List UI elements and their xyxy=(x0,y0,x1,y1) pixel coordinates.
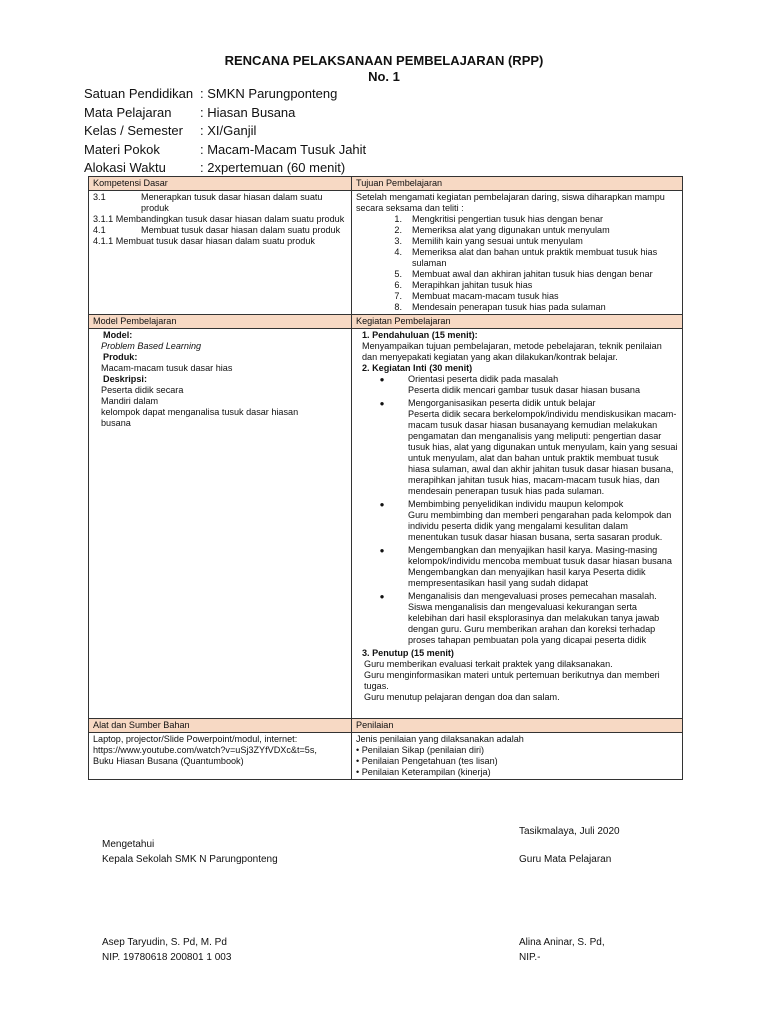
deskripsi-line: Mandiri dalam xyxy=(101,396,159,406)
tp-text: Membuat awal dan akhiran jahitan tusuk hias dengan benar xyxy=(412,269,653,279)
penilaian-item: • Penilaian Pengetahuan (tes lisan) xyxy=(356,756,498,766)
tp-number: 5. xyxy=(394,269,402,279)
kd-text: Membuat tusuk dasar hiasan dalam suatu produk xyxy=(141,225,341,235)
model-label: Model: xyxy=(103,330,133,340)
penilaian-cell xyxy=(352,733,683,780)
tp-text: Mendesain penerapan tusuk hias pada sulaman xyxy=(412,302,606,312)
identity-block xyxy=(84,85,366,178)
tp-list xyxy=(356,214,678,313)
deskripsi-line: Peserta didik secara xyxy=(101,385,184,395)
kepala-title: Kepala Sekolah SMK N Parungponteng xyxy=(102,854,278,865)
info-value: : XI/Ganjil xyxy=(200,123,257,138)
deskripsi-line: kelompok dapat menganalisa tusuk dasar hiasan busana xyxy=(101,407,299,428)
bullet-icon: ● xyxy=(379,375,385,384)
alat-line: Buku Hiasan Busana (Quantumbook) xyxy=(93,756,244,766)
inti-text: Menganalisis dan mengevaluasi proses pemecahan masalah. Siswa menganalisis dan mengevaluasi kekurangan serta kelebihan dari hasil eksplorasinya dan melakukan tanya jawab dengan guru. Guru memberikan arahan dan koreksi terhadap proses tahapan pembuatan pola yang dicapai peserta didik xyxy=(408,591,660,645)
tp-number: 7. xyxy=(394,291,402,301)
kd-cell xyxy=(89,191,352,315)
kd-item: 3.1.1 Membandingkan tusuk dasar hiasan dalam suatu produk xyxy=(93,214,345,224)
bullet-icon: ● xyxy=(379,546,385,555)
tp-number: 2. xyxy=(394,225,402,235)
place-date: Tasikmalaya, Juli 2020 xyxy=(519,826,620,837)
tp-text: Membuat macam-macam tusuk hias xyxy=(412,291,559,301)
rpp-table xyxy=(88,176,683,780)
kd-item xyxy=(93,192,347,214)
guru-nip: NIP.- xyxy=(519,952,541,963)
info-label: Materi Pokok xyxy=(84,141,160,157)
penutup-title: 3. Penutup (15 menit) xyxy=(362,648,454,658)
tp-text: Merapihkan jahitan tusuk hias xyxy=(412,280,533,290)
info-row-satuan xyxy=(84,85,366,104)
info-value: : SMKN Parungponteng xyxy=(200,86,338,101)
inti-item xyxy=(356,545,678,589)
info-label: Kelas / Semester xyxy=(84,123,183,138)
penutup-line: Guru menginformasikan materi untuk pertemuan berikutnya dan memberi tugas. xyxy=(364,670,660,691)
inti-item xyxy=(356,499,678,543)
info-label: Alokasi Waktu xyxy=(84,160,166,175)
tp-intro: Setelah mengamati kegiatan pembelajaran daring, siswa diharapkan mampu secara seksama dan teliti : xyxy=(356,192,665,213)
kegiatan-cell xyxy=(352,329,683,719)
produk-value: Macam-macam tusuk dasar hias xyxy=(101,363,233,373)
info-value: : Hiasan Busana xyxy=(200,104,296,120)
kegiatan-header: Kegiatan Pembelajaran xyxy=(352,315,683,329)
penilaian-item: • Penilaian Sikap (penilaian diri) xyxy=(356,745,485,755)
info-value: : 2xpertemuan (60 menit) xyxy=(200,160,346,175)
kd-item xyxy=(93,225,347,236)
deskripsi-label: Deskripsi: xyxy=(103,374,147,384)
inti-list xyxy=(356,374,678,646)
document-number: No. 1 xyxy=(368,69,400,84)
info-label: Mata Pelajaran xyxy=(84,104,172,120)
alat-line: Laptop, projector/Slide Powerpoint/modul, internet: xyxy=(93,734,298,744)
bullet-icon: ● xyxy=(379,500,385,509)
inti-text: Orientasi peserta didik pada masalah Peserta didik mencari gambar tusuk dasar hiasan busana xyxy=(408,374,641,395)
tp-item xyxy=(356,236,678,247)
tp-text: Memilih kain yang sesuai untuk menyulam xyxy=(412,236,583,246)
document-title: RENCANA PELAKSANAAN PEMBELAJARAN (RPP) xyxy=(224,53,544,68)
guru-title: Guru Mata Pelajaran xyxy=(519,854,612,865)
tp-item xyxy=(356,302,678,313)
penutup-line: Guru memberikan evaluasi terkait praktek yang dilaksanakan. xyxy=(364,659,613,669)
inti-text: Membimbing penyelidikan individu maupun kelompok Guru membimbing dan memberi pengarahan pada kelompok dan individu peserta didik yang mengalami kesulitan dalam menentukan tusuk dasar hiasan busana, serta sasaran produk. xyxy=(408,499,672,542)
info-row-kelas xyxy=(84,122,366,141)
tp-item xyxy=(356,247,678,269)
alat-cell xyxy=(89,733,352,780)
tp-number: 1. xyxy=(394,214,402,224)
penilaian-item: • Penilaian Keterampilan (kinerja) xyxy=(356,767,491,777)
kd-number: 3.1 xyxy=(93,192,106,202)
tp-cell xyxy=(352,191,683,315)
tp-item xyxy=(356,269,678,280)
mengetahui-label: Mengetahui xyxy=(102,839,155,850)
kd-text: Menerapkan tusuk dasar hiasan dalam suatu produk xyxy=(141,192,323,213)
model-value: Problem Based Learning xyxy=(101,341,202,351)
kd-header: Kompetensi Dasar xyxy=(89,177,352,191)
tp-number: 6. xyxy=(394,280,402,290)
tp-item xyxy=(356,280,678,291)
kd-number: 4.1 xyxy=(93,225,106,235)
info-row-materi xyxy=(84,141,366,160)
info-row-alokasi xyxy=(84,159,366,178)
inti-item xyxy=(356,374,678,396)
tp-text: Memeriksa alat yang digunakan untuk menyulam xyxy=(412,225,610,235)
penilaian-header: Penilaian xyxy=(352,719,683,733)
kd-item: 4.1.1 Membuat tusuk dasar hiasan dalam suatu produk xyxy=(93,236,315,246)
inti-text: Mengorganisasikan peserta didik untuk belajar Peserta didik secara berkelompok/individu mendiskusikan macam-macam tusuk dasar hiasan busanayang kemudian melakukan pengamatan dan menganalisis yang meliputi: pengertian dasar tusuk hias, alat yang digunakan untuk menyulam, kain yang sesuai untuk menyulam, alat dan bahan untuk praktik membuat tusuk hiasa sulaman, awal dan akhir jahitan tusuk dasar hiasan busana, merapihkan jahitan tusuk hias, macam-macam tusuk hias, dan mendesain penerapan tusuk hias pada sulaman. xyxy=(408,398,678,496)
kepala-name: Asep Taryudin, S. Pd, M. Pd xyxy=(102,937,227,948)
tp-item xyxy=(356,291,678,302)
produk-label: Produk: xyxy=(103,352,138,362)
inti-item xyxy=(356,398,678,497)
tp-item xyxy=(356,225,678,236)
model-cell xyxy=(89,329,352,719)
tp-header: Tujuan Pembelajaran xyxy=(352,177,683,191)
info-row-mapel xyxy=(84,104,366,123)
pendahuluan-text: Menyampaikan tujuan pembelajaran, metode pebelajaran, teknik penilaian dan menyepakati kegiatan yang akan dilakukan/kontrak belajar. xyxy=(362,341,662,362)
inti-title: 2. Kegiatan Inti (30 menit) xyxy=(362,363,473,373)
kepala-nip: NIP. 19780618 200801 1 003 xyxy=(102,952,232,963)
info-value: : Macam-Macam Tusuk Jahit xyxy=(200,141,367,157)
pendahuluan-title: 1. Pendahuluan (15 menit): xyxy=(362,330,478,340)
tp-item xyxy=(356,214,678,225)
inti-text: Mengembangkan dan menyajikan hasil karya. Masing-masing kelompok/individu mencoba membuat tusuk dasar hiasan busana Mengembangkan dan menyajikan hasil karya Peserta didik mempresentasikan hasil yang sudah didapat xyxy=(408,545,672,588)
alat-header: Alat dan Sumber Bahan xyxy=(89,719,352,733)
model-header: Model Pembelajaran xyxy=(89,315,352,329)
bullet-icon: ● xyxy=(379,399,385,408)
tp-number: 4. xyxy=(394,247,402,257)
penilaian-intro: Jenis penilaian yang dilaksanakan adalah xyxy=(356,734,524,744)
guru-name: Alina Aninar, S. Pd, xyxy=(519,937,605,948)
tp-number: 3. xyxy=(394,236,402,246)
alat-link[interactable]: https://www.youtube.com/watch?v=uSj3ZYfVDXc&t=5s, xyxy=(93,745,317,755)
tp-number: 8. xyxy=(394,302,402,312)
info-label: Satuan Pendidikan xyxy=(84,86,194,101)
penutup-line: Guru menutup pelajaran dengan doa dan salam. xyxy=(364,692,560,702)
bullet-icon: ● xyxy=(379,592,385,601)
tp-text: Mengkritisi pengertian tusuk hias dengan benar xyxy=(412,214,604,224)
inti-item xyxy=(356,591,678,646)
tp-text: Memeriksa alat dan bahan untuk praktik membuat tusuk hias sulaman xyxy=(412,247,658,268)
